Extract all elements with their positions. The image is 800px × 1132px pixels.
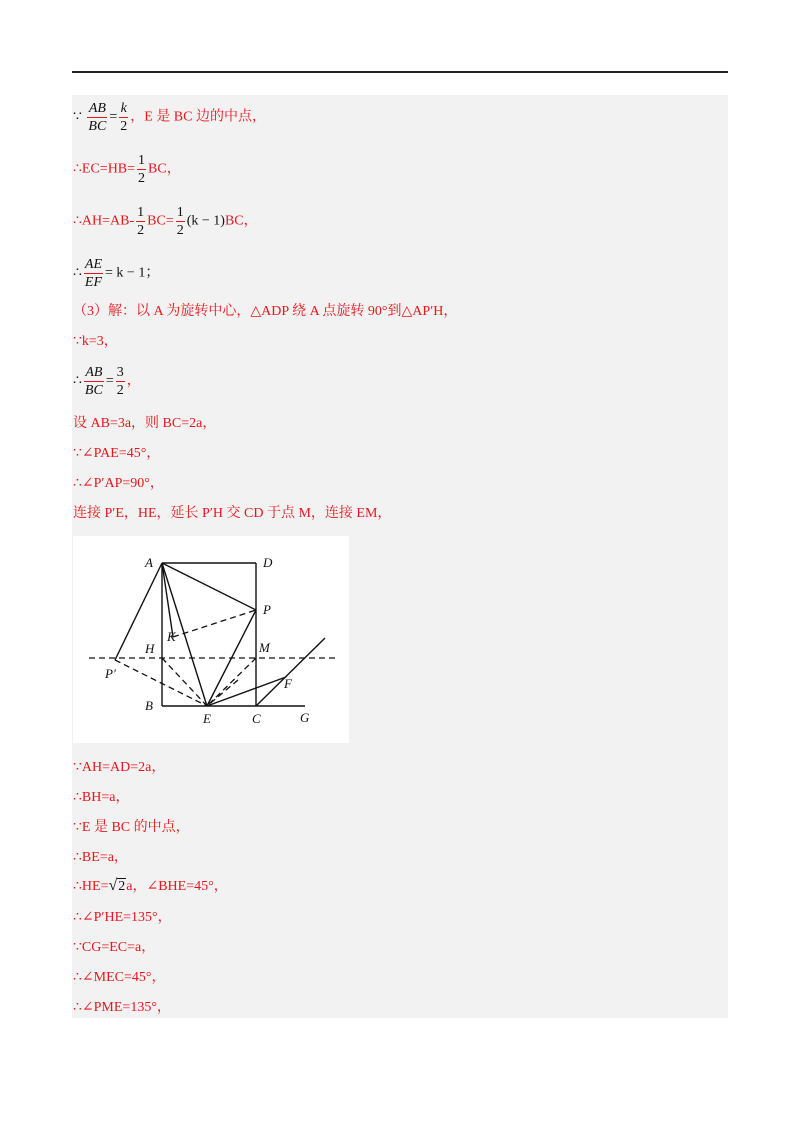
- line-13: ∴BH=a，: [73, 790, 130, 805]
- label-p: P: [263, 602, 271, 617]
- line-2: ∴EC=HB= $\frac{1}{2}$ BC，: [73, 153, 181, 186]
- label-a: A: [145, 555, 153, 570]
- line-16: ∴HE=√2a，∠BHE=45°，: [73, 877, 228, 894]
- label-h: H: [145, 641, 155, 656]
- label-c: C: [252, 711, 261, 726]
- line-8: 设 AB=3a，则 BC=2a，: [73, 416, 217, 431]
- line-4: ∴ $\frac{AE}{EF}$ = k − 1；: [73, 257, 160, 290]
- header-rule: [72, 71, 728, 73]
- sqrt-radicand: 2: [118, 879, 126, 894]
- line-1: ∵ $\frac{AB}{BC}$ = $\frac{k}{2}$ ，E 是 BC 边的中点，: [73, 101, 266, 134]
- line-17: ∴∠P′HE=135°，: [73, 910, 172, 925]
- fraction-ab-bc-2: $\frac{AB}{BC}$: [84, 365, 103, 398]
- line-3: ∴AH=AB- $\frac{1}{2}$ BC= $\frac{1}{2}$ (k − 1)BC，: [73, 205, 258, 238]
- fraction-ab-bc: $\frac{AB}{BC}$: [88, 101, 107, 134]
- label-b: B: [145, 698, 153, 713]
- line-11: 连接 P′E，HE，延长 P′H 交 CD 于点 M，连接 EM，: [73, 506, 392, 521]
- label-e: E: [203, 711, 211, 726]
- fraction-half-a: $\frac{1}{2}$: [137, 205, 145, 238]
- line-5: （3）解：以 A 为旋转中心，△ADP 绕 A 点旋转 90°到△AP′H，: [73, 304, 458, 319]
- geometry-diagram: [73, 536, 349, 743]
- line-12: ∵AH=AD=2a，: [73, 760, 166, 775]
- label-f: F: [284, 676, 292, 691]
- line-20: ∴∠PME=135°，: [73, 1000, 171, 1015]
- label-k: K: [167, 629, 176, 644]
- k-minus-1: (k − 1): [186, 213, 225, 229]
- line-15: ∴BE=a，: [73, 850, 128, 865]
- line-7: ∴ $\frac{AB}{BC}$ = $\frac{3}{2}$ ，: [73, 365, 141, 398]
- label-g: G: [300, 710, 310, 725]
- sqrt-sign: √: [108, 877, 118, 894]
- fraction-k-2: $\frac{k}{2}$: [120, 101, 128, 134]
- label-d: D: [263, 555, 273, 570]
- line-10: ∴∠P′AP=90°，: [73, 476, 164, 491]
- line-9: ∵∠PAE=45°，: [73, 446, 161, 461]
- line-18: ∵CG=EC=a，: [73, 940, 156, 955]
- line-6: ∵k=3，: [73, 334, 118, 349]
- fraction-half-b: $\frac{1}{2}$: [176, 205, 184, 238]
- label-p-prime: P′: [105, 666, 116, 681]
- fraction-ae-ef: $\frac{AE}{EF}$: [84, 257, 103, 290]
- fraction-half: $\frac{1}{2}$: [138, 153, 146, 186]
- geometry-figure: [73, 536, 349, 743]
- fraction-3-2: $\frac{3}{2}$: [116, 365, 124, 398]
- line-19: ∴∠MEC=45°，: [73, 970, 166, 985]
- label-m: M: [259, 640, 270, 655]
- line-14: ∵E 是 BC 的中点，: [73, 820, 190, 835]
